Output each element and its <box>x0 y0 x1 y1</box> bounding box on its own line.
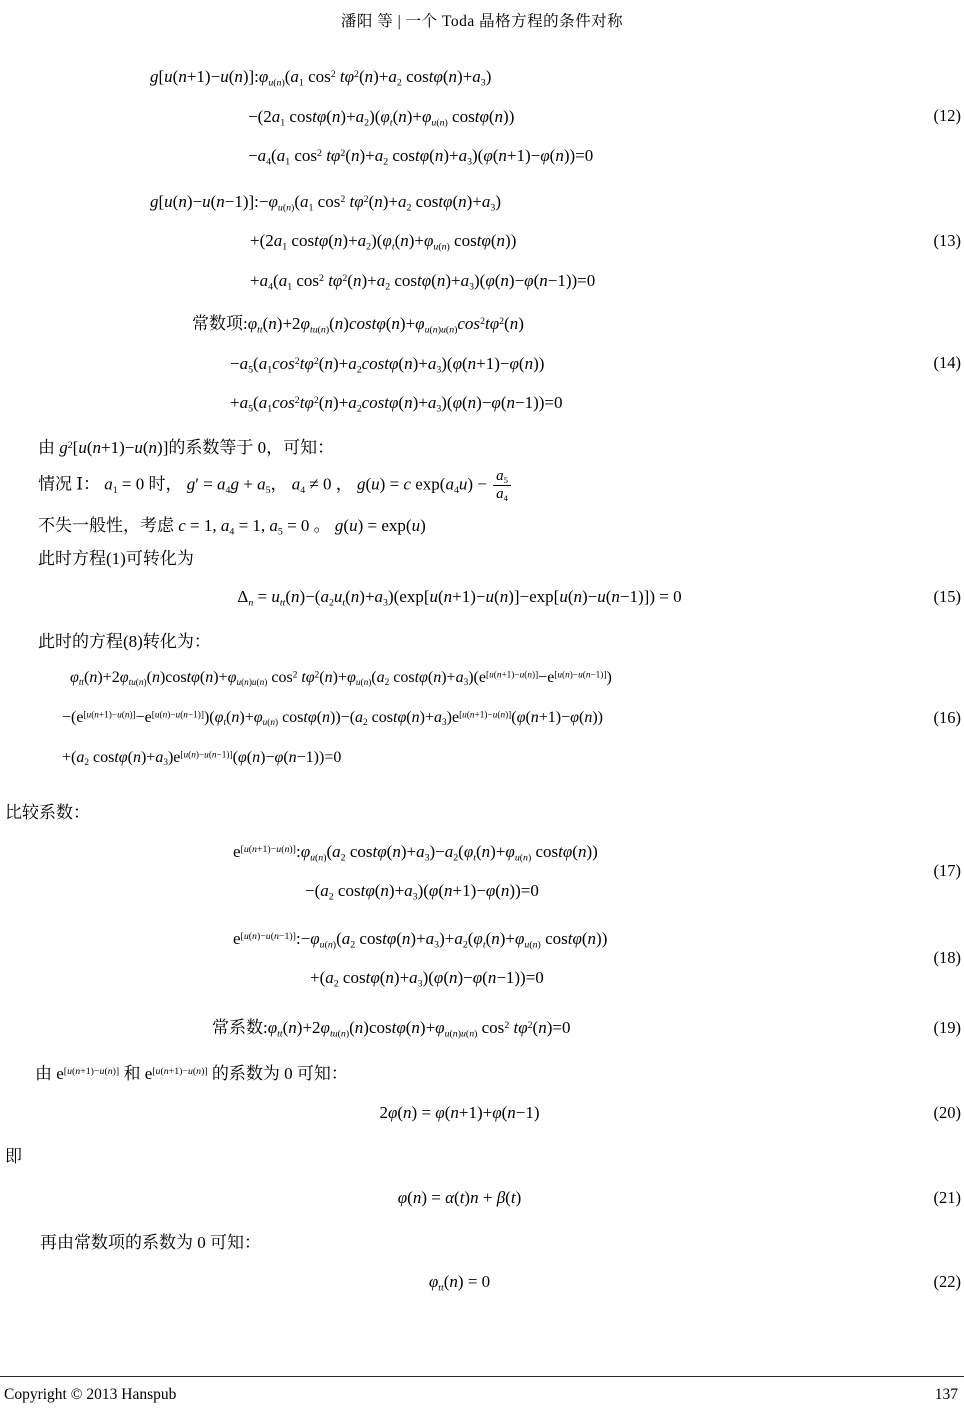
equation-12 <box>0 57 964 176</box>
equation-number: (17) <box>933 861 961 881</box>
equation-22 <box>0 1262 964 1302</box>
equation-line: $\varphi_{tt}(n)+2\varphi_{tu(n)}(n)\cos t\varphi(n)+\varphi_{u(n)u(n)}$ $\cos^2 t\varphi^2(n)+\varphi_{u(n)}(a_2$ $\cos t\varphi(n)+a_3)(e[u(n+1)-u(n)]-e[u(n)-u(n-1)])$ <box>70 669 612 689</box>
equation-line: 常数项$:\varphi_{tt}(n)+2\varphi_{tu(n)}(n)\cos t\varphi(n)+\varphi_{u(n)u(n)}\cos^2t\varphi^2(n)$ <box>192 314 524 336</box>
equation-line: $+(2a_1$ $\cos t\varphi(n)+a_2)(\varphi_t(n)+\varphi_{u(n)}$ costφ(n)) <box>250 231 517 253</box>
equation-line: $g[u(n)-u(n-1)]:-\varphi_{u(n)}(a_1$ $\cos^2 t\varphi^2(n)+a_2$ $\cos t\varphi(n)+a_3$) <box>150 191 501 213</box>
equation-line: 2φ(n) = φ(n+1)+φ(n−1) <box>379 1102 540 1122</box>
equation-16 <box>0 658 964 778</box>
paragraph-coefficient-g2: 由 $g^2[u(n+1)-u(n)]$的系数等于 0，可知： <box>38 437 335 457</box>
paragraph-case-1: 情况 Ⅰ： $a_1 = 0$ 时， $g' = a_4g + a_5$， $a_4 \ne 0$ ， g(u) = c $\exp(a_4u)$ − $\frac{a_5}{a_4}$ <box>38 468 964 503</box>
equation-number: (13) <box>933 230 961 250</box>
equation-number: (20) <box>933 1102 961 1122</box>
equation-line: $-(e[u(n+1)-u(n)]-e[u(n)-u(n-1)])(\varphi_t(n)+\varphi_{u(n)}$ $\cos t\varphi(n))-(a_2$ $\cos t\varphi(n)+a_3)e[u(n+1)-u(n)](\varphi(n+1)-\varphi(n))$ <box>62 709 603 729</box>
equation-21 <box>0 1178 964 1218</box>
footer-page-number: 137 <box>934 1386 958 1403</box>
equation-line: $g[u(n+1)-u(n)]:\varphi_{u(n)}(a_1$ $\cos^2 t\varphi^2(n)+a_2$ $\cos t\varphi(n)+a_3$) <box>150 67 492 89</box>
equation-number: (15) <box>933 587 961 607</box>
equation-14 <box>0 304 964 423</box>
paragraph-ji: 即 <box>5 1147 22 1167</box>
equation-number: (12) <box>933 106 961 126</box>
equation-line: $e[u(n+1)-u(n)]:\varphi_{u(n)}(a_2$ $\cos t\varphi(n)+a_3)-a_2(\varphi_t(n)+\varphi_{u(n)}$ costφ(n)) <box>233 841 598 864</box>
equation-line: $e[u(n)-u(n-1)]:-\varphi_{u(n)}(a_2$ $\cos t\varphi(n)+a_3)+a_2(\varphi_t(n)+\varphi_{u(n)}$ costφ(n)) <box>233 928 608 951</box>
equation-15 <box>0 577 964 617</box>
paragraph-eq8-transform: 此时的方程(8)转化为： <box>38 631 211 651</box>
equation-line: $+a_5(a_1\cos^2t\varphi^2(n)+a_2\cos t\varphi(n)+a_3)(\varphi(n)-\varphi(n-1))=0$ <box>230 393 563 415</box>
paragraph-compare-coefficients: 比较系数： <box>5 803 90 823</box>
equation-line: $-(2a_1$ $\cos t\varphi(n)+a_2)(\varphi_t(n)+\varphi_{u(n)}$ costφ(n)) <box>248 106 515 128</box>
equation-line: $-(a_2$ $\cos t\varphi(n)+a_3)(\varphi(n+1)-\varphi(n))=0$ <box>305 881 539 903</box>
equation-line: $-a_5(a_1\cos^2t\varphi^2(n)+a_2\cos t\varphi(n)+a_3)(\varphi(n+1)-\varphi(n))$ <box>230 353 545 375</box>
equation-line: $\varphi_{tt}(n) = 0$ <box>428 1271 491 1294</box>
equation-line: $+(a_2$ $\cos t\varphi(n)+a_3)e[u(n)-u(n-1)](\varphi(n)-\varphi(n-1))=0$ <box>62 749 342 769</box>
equation-line: $+a_4(a_1$ $\cos^2 t\varphi^2(n)+a_2$ $\cos t\varphi(n)+a_3)(\varphi(n)-\varphi(n-1))=0$ <box>250 270 596 292</box>
paragraph-constant-term: 再由常数项的系数为 0 可知： <box>40 1233 261 1253</box>
equation-number: (21) <box>933 1187 961 1207</box>
equation-number: (22) <box>933 1271 961 1291</box>
equation-line: $\Delta_n = u_{tt}(n)-(a_2u_t(n)+a_3)(\exp[u(n+1)-u(n)]-\exp[u(n)-u(n-1)]) = 0$ <box>237 587 682 609</box>
paragraph-coefficient-e: 由 e[u(n+1)−u(n)] 和 e[u(n+1)−u(n)] 的系数为 0 可知： <box>35 1064 348 1084</box>
equation-number: (19) <box>933 1017 961 1037</box>
footer-copyright: Copyright © 2013 Hanspub <box>4 1386 177 1403</box>
equation-line: $-a_4(a_1$ $\cos^2 t\varphi^2(n)+a_2$ $\cos t\varphi(n)+a_3)(\varphi(n+1)-\varphi(n))=0$ <box>248 146 594 168</box>
page-header-title: 潘阳 等 | 一个 Toda 晶格方程的条件对称 <box>340 13 624 30</box>
equation-18 <box>0 919 964 998</box>
equation-line: $+(a_2$ $\cos t\varphi(n)+a_3)(\varphi(n)-\varphi(n-1))=0$ <box>310 968 544 990</box>
paragraph-eq1-transform: 此时方程(1)可转化为 <box>38 548 194 568</box>
page-footer <box>0 1376 964 1414</box>
equation-number: (14) <box>933 353 961 373</box>
equation-13 <box>0 182 964 301</box>
equation-17 <box>0 832 964 911</box>
equation-number: (16) <box>933 708 961 728</box>
paragraph-wlog: 不失一般性，考虑 c = 1, $a_4 = 1$, $a_5 = 0$ 。 g(u) = exp(u) <box>38 516 426 538</box>
equation-19 <box>0 1008 964 1048</box>
equation-line: 常系数$:\varphi_{tt}(n)+2\varphi_{tu(n)}(n)\cos t\varphi(n)+\varphi_{u(n)u(n)}$ $\cos^2 t\varphi^2(n)=0$ <box>212 1017 571 1040</box>
equation-20 <box>0 1093 964 1133</box>
equation-line: φ(n) = α(t)n + β(t) <box>397 1187 522 1207</box>
equation-number: (18) <box>933 948 961 968</box>
